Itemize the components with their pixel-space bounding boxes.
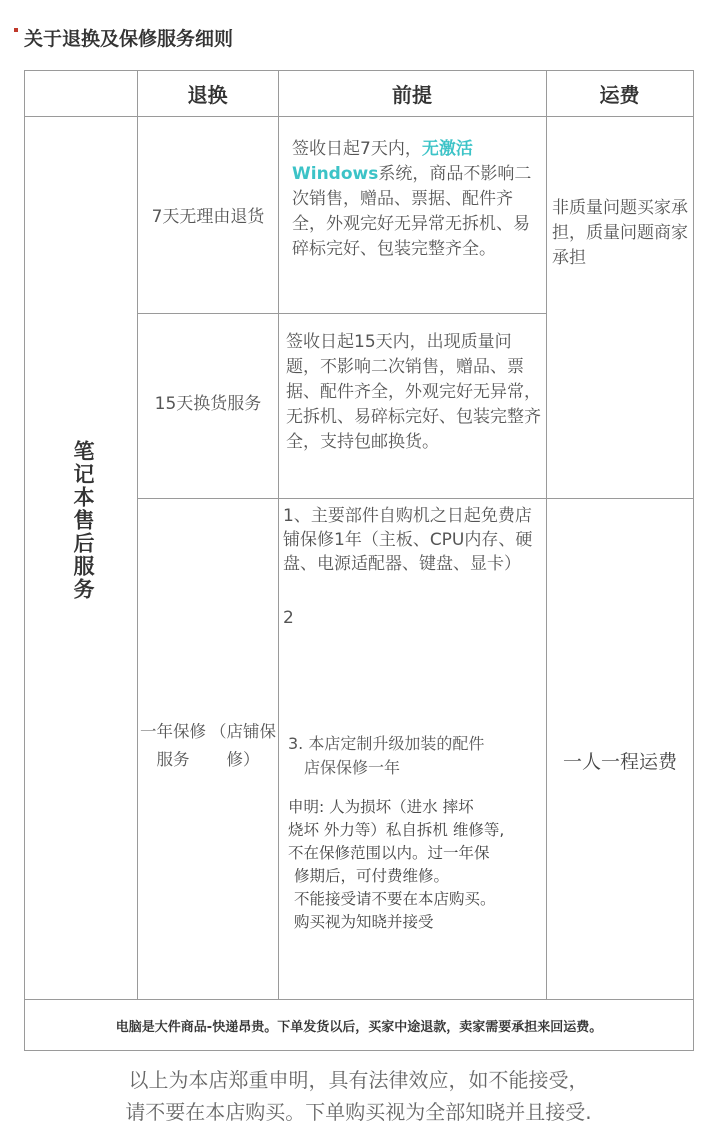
header-fee: 运费 bbox=[599, 82, 640, 107]
row-label-15day-exchange: 15天换货服务 bbox=[154, 394, 262, 414]
warranty-statement bbox=[288, 796, 550, 934]
statement-line-2: 烧坏 外力等）私自拆机 维修等, bbox=[288, 821, 505, 839]
statement-line-1: 申明: 人为损坏（进水 摔坏 bbox=[288, 798, 474, 816]
premise-7day-prefix: 签收日起7天内， bbox=[292, 139, 422, 159]
row-divider-1 bbox=[137, 313, 547, 314]
header-divider bbox=[24, 116, 694, 117]
header-premise: 前提 bbox=[392, 82, 432, 107]
closing-line-2: 请不要在本店购买。下单购买视为全部知晓并且接受. bbox=[125, 1100, 592, 1124]
statement-line-6: 购买视为知晓并接受 bbox=[294, 913, 434, 931]
statement-line-3: 不在保修范围以内。过一年保 bbox=[288, 844, 490, 862]
side-label: 笔记本售后服务 bbox=[71, 440, 95, 601]
premise-15day-exchange: 签收日起15天内，出现质量问题，不影响二次销售，赠品、票据、配件齐全，外观完好无异常，无拆机、易碎标完好、包装完整齐全，支持包邮换货。 bbox=[286, 332, 541, 452]
row-divider-2 bbox=[137, 498, 694, 499]
closing-line-1: 以上为本店郑重申明，具有法律效应，如不能接受， bbox=[128, 1068, 589, 1092]
table-border-left bbox=[24, 70, 25, 1050]
premise-warranty-3-line1: 3. 本店定制升级加装的配件 bbox=[288, 734, 485, 753]
premise-warranty-2: 2 bbox=[283, 608, 294, 628]
row-label-warranty bbox=[138, 718, 278, 774]
premise-warranty-3 bbox=[288, 732, 544, 780]
premise-warranty-1: 1、主要部件自购机之日起免费店铺保修1年（主板、CPU内存、硬盘、电源适配器、键盘、显卡） bbox=[283, 506, 533, 574]
table-border-bottom bbox=[24, 1050, 694, 1051]
premise-7day-highlight: 无激活Windows bbox=[292, 139, 473, 184]
col-divider-2 bbox=[278, 70, 279, 999]
bullet-icon bbox=[14, 28, 18, 32]
fee-returns: 非质量问题买家承担，质量问题商家承担 bbox=[552, 198, 688, 268]
row-label-warranty-line2: （店铺保修） bbox=[210, 722, 276, 769]
header-return: 退换 bbox=[187, 82, 228, 107]
premise-7day-return bbox=[292, 137, 542, 262]
page-title bbox=[14, 24, 233, 51]
premise-warranty-3-line2: 店保保修一年 bbox=[304, 758, 401, 777]
row-label-warranty-line1: 一年保修服务 bbox=[140, 722, 206, 769]
page-title-text: 关于退换及保修服务细则 bbox=[24, 28, 234, 50]
statement-line-5: 不能接受请不要在本店购买。 bbox=[294, 890, 496, 908]
fee-warranty: 一人一程运费 bbox=[562, 751, 677, 773]
footnote: 电脑是大件商品-快递昂贵。下单发货以后，买家中途退款，卖家需要承担来回运费。 bbox=[115, 1019, 603, 1035]
row-label-7day-return: 7天无理由退货 bbox=[151, 207, 265, 227]
statement-line-4: 修期后，可付费维修。 bbox=[294, 867, 450, 885]
table-border-right bbox=[693, 70, 694, 1050]
premise-7day-suffix: 系统，商品不影响二次销售，赠品、票据、配件齐全，外观完好无异常无拆机、易碎标完好、包装完整齐全。 bbox=[292, 164, 532, 259]
